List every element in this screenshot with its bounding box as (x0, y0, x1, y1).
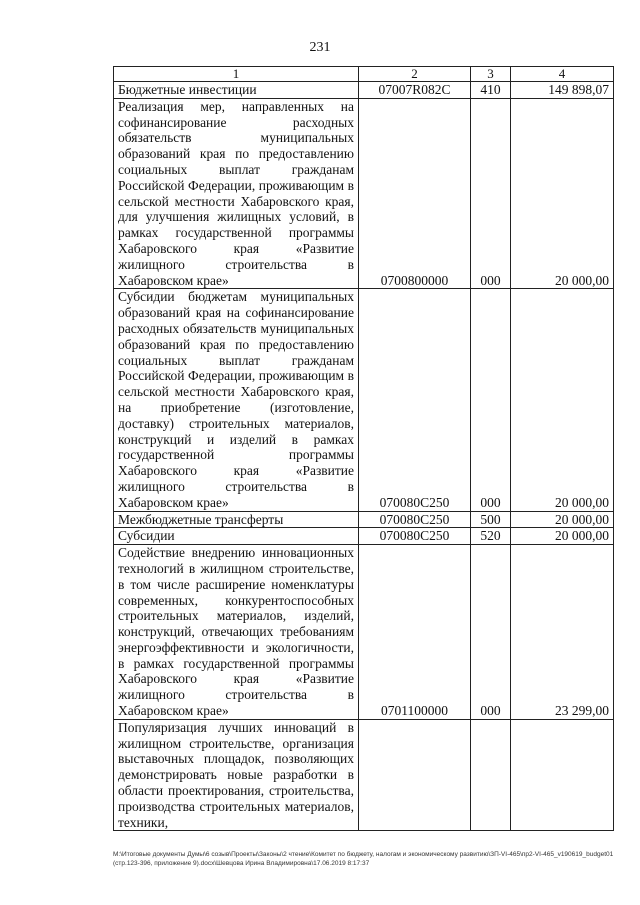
row-name: Реализация мер, направленных на софинансирование расходных обязательств муниципальных образований края по предоставлению социальных выплат гражданам Российской Федерации, проживающим в сельской местности Хабаровского края, для улучшения жилищных условий, в рамках государственной программы Хабаровского края «Развитие жилищного строительства в Хабаровском крае» (114, 98, 359, 289)
row-expense-type: 000 (471, 289, 511, 511)
row-amount: 149 898,07 (511, 82, 614, 99)
table-row (114, 528, 614, 545)
row-expense-type: 410 (471, 82, 511, 99)
row-name: Содействие внедрению инновационных технологий в жилищном строительстве, в том числе расширение номенклатуры современных, конкурентоспособных строительных материалов, изделий, конструкций, отвечающих требованиям энергоэффективности и экологичности, в рамках государственной программы Хабаровского края «Развитие жилищного строительства в Хабаровском крае» (114, 545, 359, 720)
row-name: Субсидии (114, 528, 359, 545)
row-amount: 20 000,00 (511, 98, 614, 289)
row-name: Популяризация лучших инноваций в жилищном строительстве, организация выставочных площадок, позволяющих демонстрировать новые разработки в области проектирования, строительства, производства строительных материалов, техники, (114, 719, 359, 831)
column-header: 1 (114, 67, 359, 82)
row-code (359, 719, 471, 831)
row-expense-type: 500 (471, 511, 511, 528)
row-name: Бюджетные инвестиции (114, 82, 359, 99)
row-name: Межбюджетные трансферты (114, 511, 359, 528)
table-row (114, 719, 614, 831)
table-row (114, 545, 614, 720)
column-header: 2 (359, 67, 471, 82)
row-code: 0701100000 (359, 545, 471, 720)
page-number: 231 (309, 40, 331, 55)
table-row (114, 98, 614, 289)
row-code: 07007R082C (359, 82, 471, 99)
column-header: 4 (511, 67, 614, 82)
document-path-footer: M:\Итоговые документы Думы\6 созыв\Проекты\Законы\2 чтение\Комитет по бюджету, налогам и экономическому развитию\ЗП-VI-465\пр2-VI-465_v190619_budget01 (стр.123-396, приложение 9).docx\Шевцова Ирина Владимировна\17.06.2019 8:17:37 (113, 851, 614, 867)
row-code: 070080С250 (359, 528, 471, 545)
table-row (114, 289, 614, 511)
row-amount: 23 299,00 (511, 545, 614, 720)
row-expense-type: 000 (471, 98, 511, 289)
budget-table (113, 66, 614, 831)
row-amount: 20 000,00 (511, 511, 614, 528)
row-code: 070080С250 (359, 289, 471, 511)
row-name: Субсидии бюджетам муниципальных образований края на софинансирование расходных обязательств муниципальных образований края по предоставлению социальных выплат гражданам Российской Федерации, проживающим в сельской местности Хабаровского края, на приобретение (изготовление, доставку) строительных материалов, конструкций и изделий в рамках государственной программы Хабаровского края «Развитие жилищного строительства в Хабаровском крае» (114, 289, 359, 511)
table-row (114, 511, 614, 528)
table-header-row (114, 67, 614, 82)
row-amount: 20 000,00 (511, 289, 614, 511)
row-expense-type: 520 (471, 528, 511, 545)
row-expense-type: 000 (471, 545, 511, 720)
row-code: 070080С250 (359, 511, 471, 528)
row-amount: 20 000,00 (511, 528, 614, 545)
row-code: 0700800000 (359, 98, 471, 289)
row-expense-type (471, 719, 511, 831)
table-row (114, 82, 614, 99)
column-header: 3 (471, 67, 511, 82)
row-amount (511, 719, 614, 831)
